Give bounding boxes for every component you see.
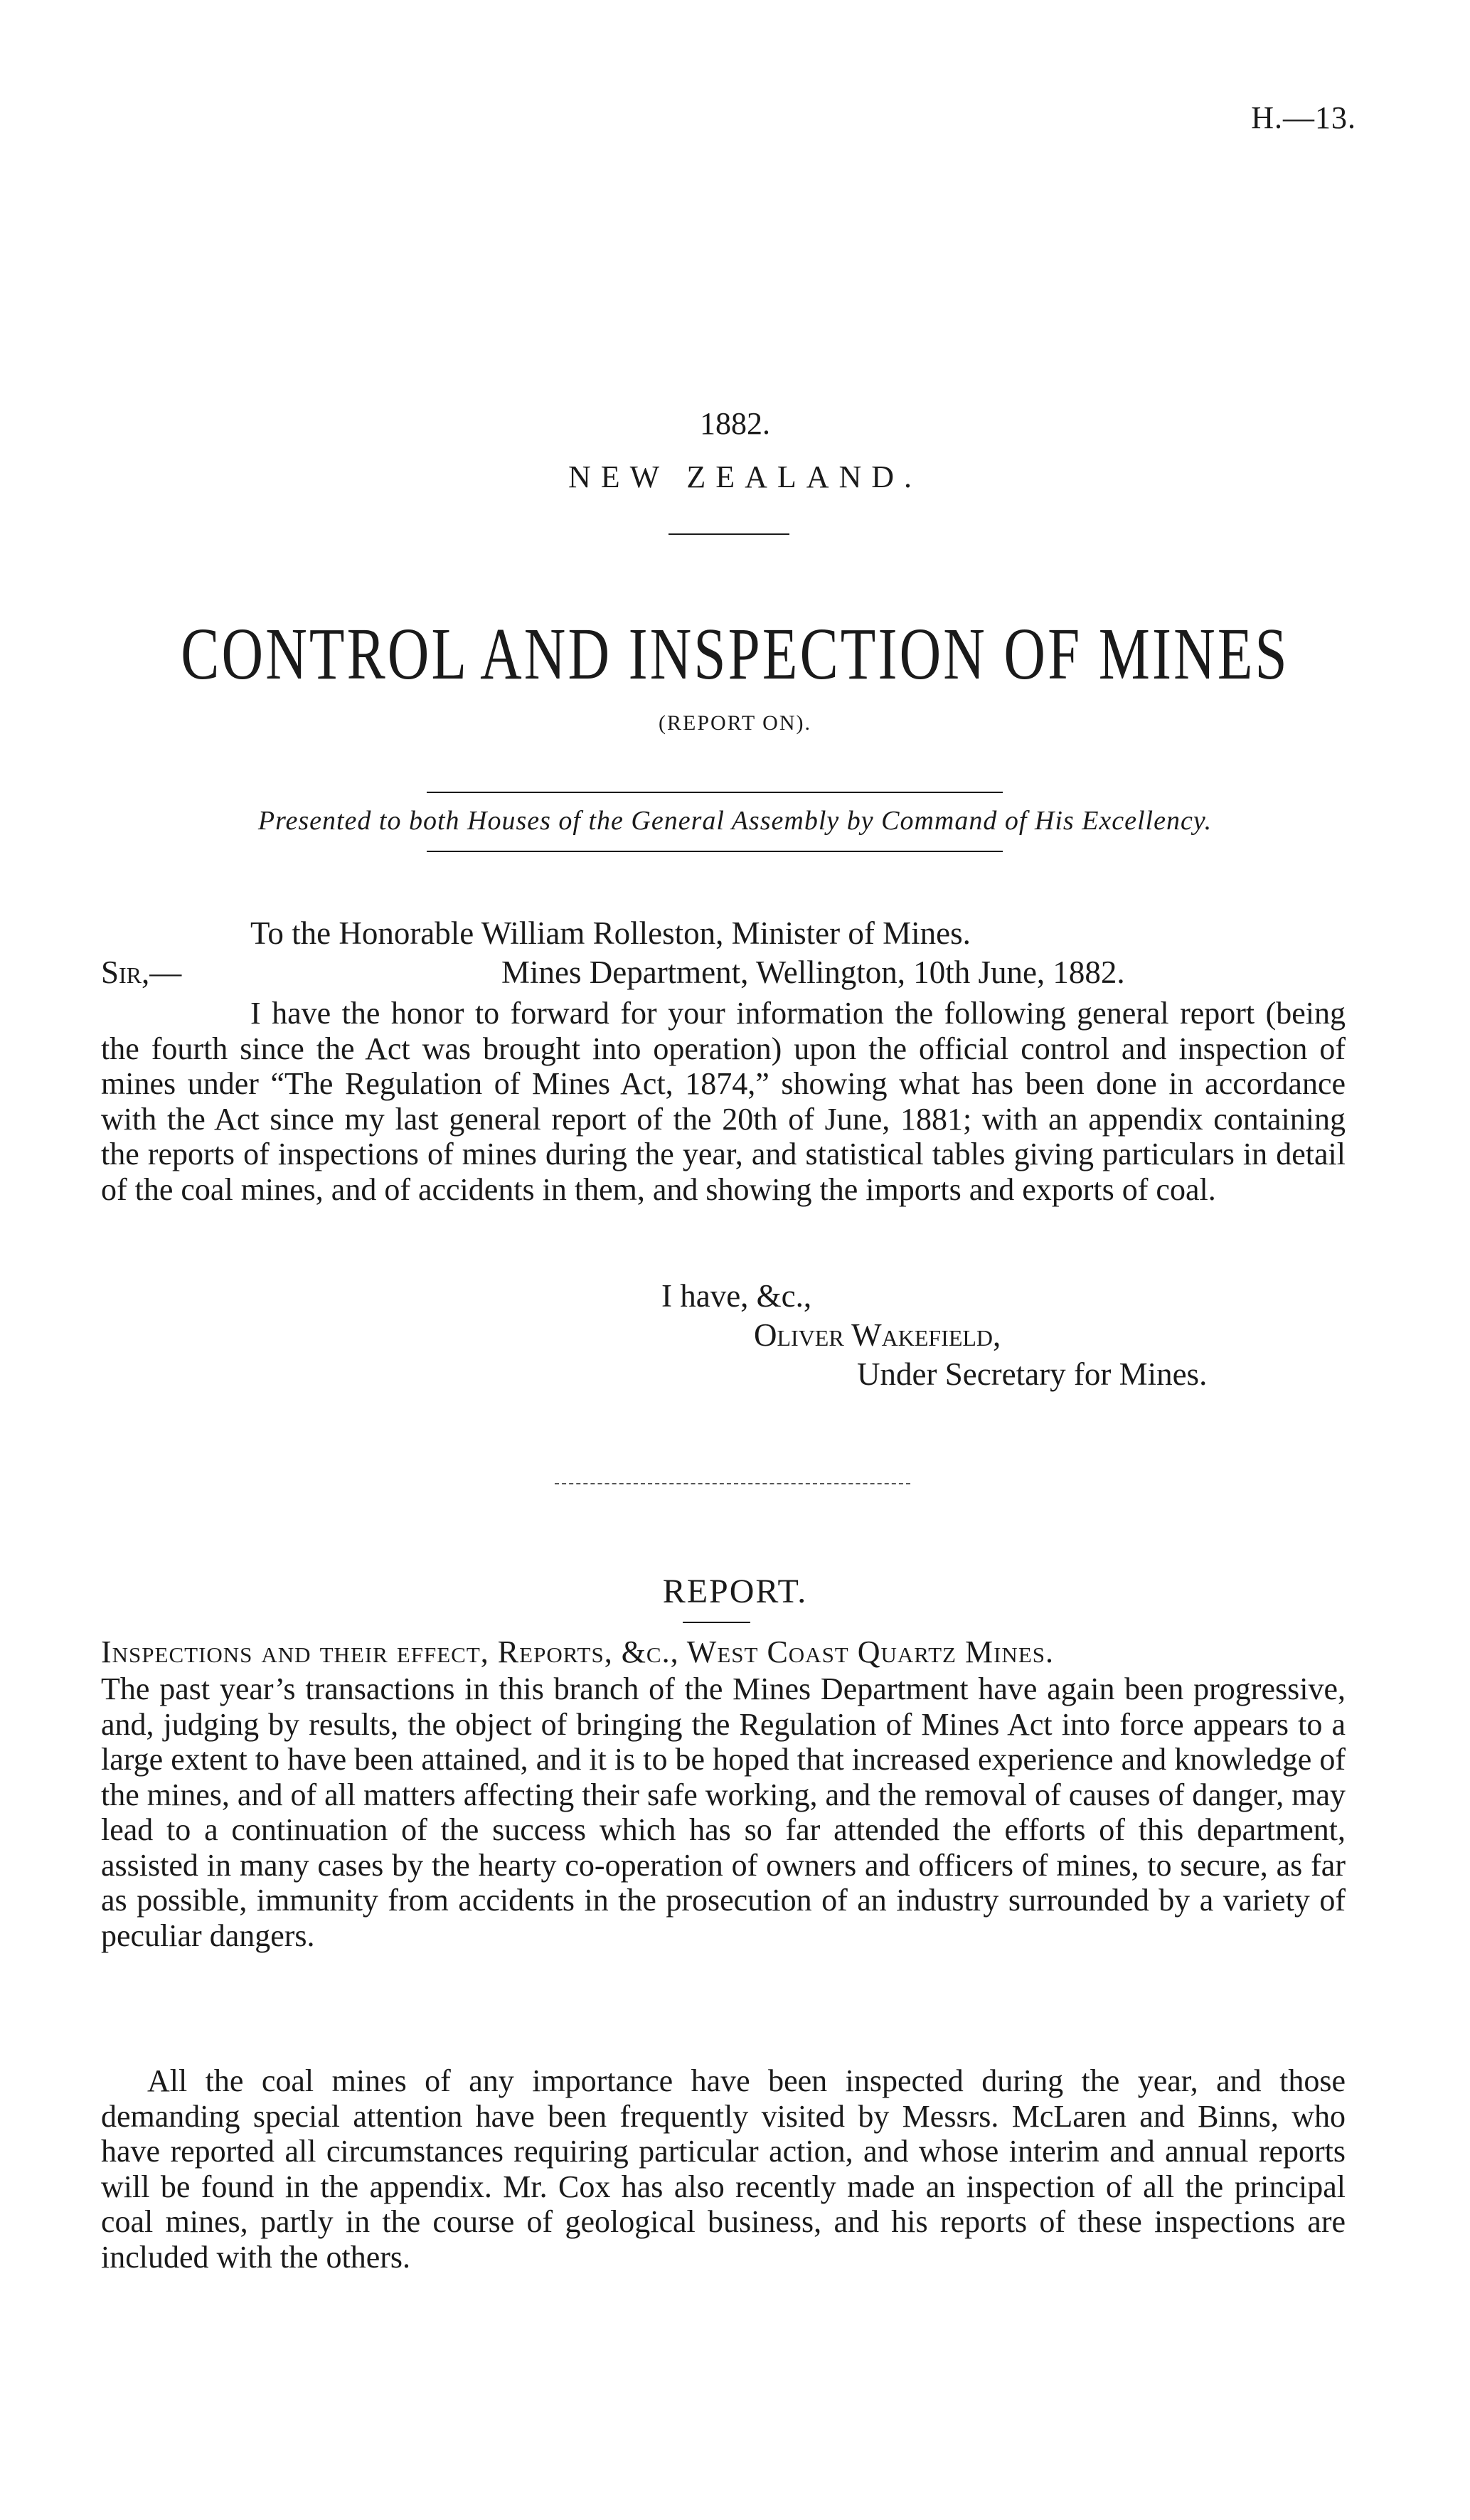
presented-rule-top bbox=[427, 792, 1003, 793]
letter-body: I have the honor to forward for your information the following general report (being the fourth since the Act was brought into operation) upon the official control and inspection of mines under “The Regulation of Mines Act, 1874,” showing what has been done in accordance with the Act since my last general report of the 20th of June, 1881; with an appendix containing the reports of inspections of mines during the year, and statistical tables giving particulars in detail of the coal mines, and of accidents in them, and showing the imports and exports of coal. bbox=[101, 996, 1346, 1207]
presented-rule-bottom bbox=[427, 851, 1003, 852]
document-title: CONTROL AND INSPECTION OF MINES bbox=[181, 613, 1289, 695]
document-year: 1882. bbox=[700, 406, 770, 441]
report-underline bbox=[683, 1622, 750, 1623]
letter-signature: Oliver Wakefield, bbox=[754, 1317, 1001, 1353]
presented-line: Presented to both Houses of the General Assembly by Command of His Excellency. bbox=[257, 806, 1213, 836]
report-heading: REPORT. bbox=[662, 1573, 808, 1610]
letter-signatory-title: Under Secretary for Mines. bbox=[857, 1356, 1208, 1392]
country-heading: NEW ZEALAND. bbox=[568, 459, 922, 494]
report-paragraph-2: All the coal mines of any importance have been inspected during the year, and those demanding special attention have been frequently visited by Messrs. McLaren and Binns, who have reported all circumstances requiring particular action, and whose interim and annual reports will be found in the appendix. Mr. Cox has also recently made an inspection of all the principal coal mines, partly in the course of geological business, and his reports of these inspections are included with the others. bbox=[101, 2063, 1346, 2275]
divider-short bbox=[669, 533, 789, 535]
letter-dateline: Mines Department, Wellington, 10th June, 1882. bbox=[501, 955, 1125, 990]
divider-long bbox=[555, 1483, 910, 1484]
letter-salutation: Sir,— bbox=[101, 955, 182, 990]
section-heading: Inspections and their effect, Reports, &c., West Coast Quartz Mines. bbox=[101, 1634, 1054, 1669]
document-subtitle: (REPORT ON). bbox=[659, 711, 811, 735]
report-paragraph-1: The past year’s transactions in this branch of the Mines Department have again been progressive, and, judging by results, the object of bringing the Regulation of Mines Act into force appears to a large extent to have been attained, and it is to be hoped that increased experience and knowledge of the mines, and of all matters affecting their safe working, and the removal of causes of danger, may lead to a continuation of the success which has so far attended the efforts of this department, assisted in many cases by the hearty co-operation of owners and officers of mines, to secure, as far as possible, immunity from accidents in the prosecution of an industry surrounded by a variety of peculiar dangers. bbox=[101, 1671, 1346, 1953]
letter-addressee: To the Honorable William Rolleston, Minister of Mines. bbox=[250, 915, 971, 951]
letter-closing: I have, &c., bbox=[661, 1278, 812, 1314]
page-reference: H.—13. bbox=[1251, 100, 1356, 135]
